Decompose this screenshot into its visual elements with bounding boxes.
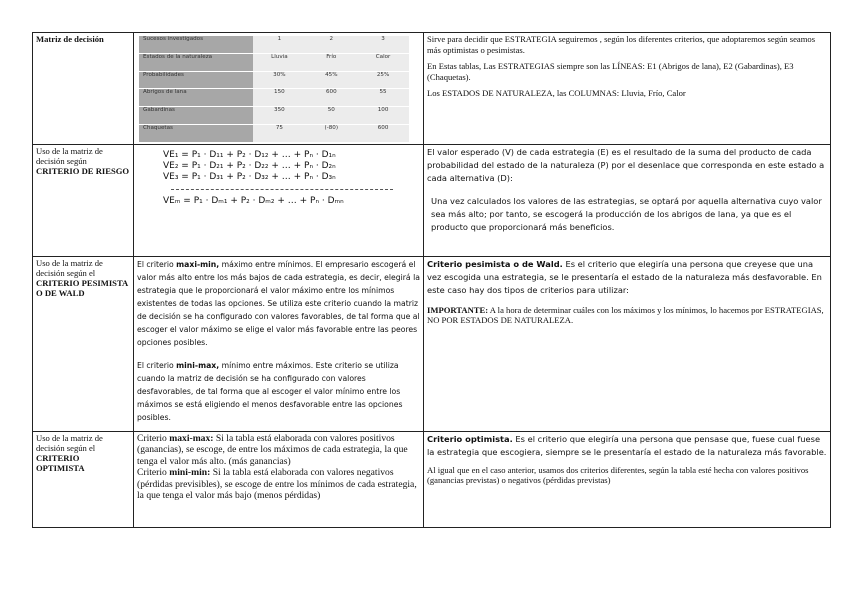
text: Es el criterio que elegiría una persona que creyese que una vez escogida una estrategia, se le presentaría el estado de la naturaleza más desfavorable. En este caso hay dos tipos de criterios para utilizar:	[427, 258, 822, 295]
matrix-value: Frío	[305, 53, 357, 71]
paragraph	[137, 258, 420, 349]
matrix-row	[139, 89, 409, 107]
matrix-value: 1	[253, 36, 305, 53]
formula-line: VEₘ = P₁ · Dₘ₁ + P₂ · Dₘ₂ + … + Pₙ · Dₘₙ	[163, 195, 344, 206]
text: Criterio	[137, 432, 170, 444]
table-row	[33, 144, 831, 256]
matrix-value: 3	[357, 36, 409, 53]
criteria-cell	[134, 431, 424, 527]
criterion-name: mini-min:	[169, 467, 211, 479]
text: El criterio	[137, 259, 177, 269]
text: A la hora de determinar cuáles con los máximos y los mínimos, lo hacemos por ESTRATEGIAS, NO POR ESTADOS DE NATURALEZA.	[427, 304, 824, 326]
matrix-row-header: Chaquetas	[139, 124, 253, 142]
matrix-row-header: Sucesos investigados	[139, 36, 253, 53]
matrix-value: 30%	[253, 71, 305, 89]
text: Criterio	[137, 467, 170, 479]
matrix-value: 25%	[357, 71, 409, 89]
matrix-row-header: Probabilidades	[139, 71, 253, 89]
formula-line: VE₁ = P₁ · D₁₁ + P₂ · D₁₂ + … + Pₙ · D₁ₙ	[163, 149, 336, 160]
paragraph: El valor esperado (V) de cada estrategia (E) es el resultado de la suma del producto de cada probabilidad del estado de la naturaleza (P) por el desenlace que corresponda en este estado a cada alternativa (D):	[427, 146, 825, 183]
text: Es el criterio que elegiría una persona que pensase que, fuese cual fuese la estrategia que escogiera, siempre se le presentaría el estado de la naturaleza más favorable.	[427, 433, 827, 457]
criteria-cell	[134, 256, 424, 431]
important-label: IMPORTANTE:	[427, 304, 489, 315]
matrix-row	[139, 71, 409, 89]
formula-cell	[134, 144, 424, 256]
criterion-name: maxi-min,	[176, 259, 220, 269]
matrix-value: 600	[357, 124, 409, 142]
text: máximo entre mínimos. El empresario escogerá el valor más alto entre los más bajos de cada estrategia, es decir, elegirá la estrategia que le proporcionará el valor máximo entre los mínimos existentes de todas las opciones. Se utiliza este criterio cuando la matriz de decisión se ha configurado con valores favorables, de tal forma que al escoger el valor máximo se elige el valor más favorable entre las peores opciones posibles.	[137, 259, 420, 347]
paragraph	[137, 433, 420, 468]
matrix-value: 100	[357, 107, 409, 125]
matrix-cell	[134, 33, 424, 145]
paragraph	[137, 467, 420, 502]
row-label-intro: Uso de la matriz de decisión según	[36, 145, 103, 166]
matrix-value: 600	[305, 89, 357, 107]
criterion-name: maxi-max:	[169, 432, 214, 444]
matrix-row-header: Gabardinas	[139, 107, 253, 125]
text: Si la tabla está elaborada con valores negativos (pérdidas previsibles), se escoge de entre los mínimos de cada estrategia, la que tenga el valor más bajo (menos pérdidas)	[137, 467, 417, 502]
paragraph: En Estas tablas, Las ESTRATEGIAS siempre son las LÍNEAS: E1 (Abrigos de lana), E2 (Gabardinas), E3 (Chaquetas).	[427, 61, 794, 82]
matrix-value: 45%	[305, 71, 357, 89]
decision-table	[32, 32, 831, 528]
expected-value-formula	[163, 150, 420, 207]
matrix-row	[139, 36, 409, 53]
text: Si la tabla está elaborada con valores positivos (ganancias), se escoge, de entre los máximos de cada estrategia, la que tenga el valor más alto. (más ganancias)	[137, 432, 408, 467]
matrix-row-header: Estados de la naturaleza	[139, 53, 253, 71]
criterion-name: Criterio pesimista o de Wald.	[427, 258, 563, 269]
table-row	[33, 33, 831, 145]
row-label	[33, 144, 134, 256]
description-cell	[424, 33, 831, 145]
matrix-value: 75	[253, 124, 305, 142]
row-label-criterion: CRITERIO DE RIESGO	[36, 165, 130, 176]
criterion-name: mini-max,	[176, 360, 220, 370]
paragraph	[137, 359, 420, 424]
paragraph	[427, 258, 827, 297]
matrix-value: 350	[253, 107, 305, 125]
matrix-value: Lluvia	[253, 53, 305, 71]
row-label-intro: Uso de la matriz de decisión según el	[36, 432, 103, 453]
description-cell	[424, 431, 831, 527]
paragraph: Los ESTADOS DE NATURALEZA, las COLUMNAS: Lluvia, Frío, Calor	[427, 88, 686, 98]
row-label-intro: Uso de la matriz de decisión según el	[36, 257, 103, 278]
matrix-value: 50	[305, 107, 357, 125]
description-cell	[424, 144, 831, 256]
matrix-value: Calor	[357, 53, 409, 71]
matrix-row	[139, 107, 409, 125]
paragraph	[427, 433, 827, 459]
decision-matrix-image	[139, 36, 409, 143]
matrix-row	[139, 53, 409, 71]
text: El criterio	[137, 360, 177, 370]
row-label	[33, 256, 134, 431]
formula-line: VE₂ = P₁ · D₂₁ + P₂ · D₂₂ + … + Pₙ · D₂ₙ	[163, 160, 336, 171]
criterion-name: Criterio optimista.	[427, 433, 513, 444]
row-label-criterion: CRITERIO OPTIMISTA	[36, 452, 85, 473]
paragraph: Sirve para decidir que ESTRATEGIA seguiremos , según los diferentes criterios, que adoptaremos según seamos más optimistas o pesimistas.	[427, 34, 816, 55]
table-row	[33, 256, 831, 431]
text: mínimo entre máximos. Este criterio se utiliza cuando la matriz de decisión se ha configurado con valores desfavorables, de tal forma que al escoger el valor mínimo entre los máximos se está eligiendo el menos desfavorable entre las opciones posibles.	[137, 360, 403, 422]
matrix-value: (-80)	[305, 124, 357, 142]
matrix-row	[139, 124, 409, 142]
table-row	[33, 431, 831, 527]
matrix-value: 55	[357, 89, 409, 107]
row-label	[33, 431, 134, 527]
paragraph: Una vez calculados los valores de las estrategias, se optará por aquella alternativa cuyo valor sea más alto; por tanto, se escogerá la producción de los abrigos de lana, ya que es el producto que proporcionará más beneficios.	[431, 195, 822, 232]
matrix-row-header: Abrigos de lana	[139, 89, 253, 107]
paragraph	[427, 305, 827, 326]
row-label-criterion: CRITERIO PESIMISTA O DE WALD	[36, 277, 128, 298]
description-cell	[424, 256, 831, 431]
matrix-value: 2	[305, 36, 357, 53]
formula-line: VE₃ = P₁ · D₃₁ + P₂ · D₃₂ + … + Pₙ · D₃ₙ	[163, 171, 336, 182]
formula-divider	[171, 189, 393, 190]
row-label-title: Matriz de decisión	[36, 34, 104, 44]
row-label	[33, 33, 134, 145]
paragraph: Al igual que en el caso anterior, usamos dos criterios diferentes, según la tabla esté hecha con valores positivos (ganancias previstas) o negativos (pérdidas previstas)	[427, 464, 809, 486]
matrix-value: 150	[253, 89, 305, 107]
